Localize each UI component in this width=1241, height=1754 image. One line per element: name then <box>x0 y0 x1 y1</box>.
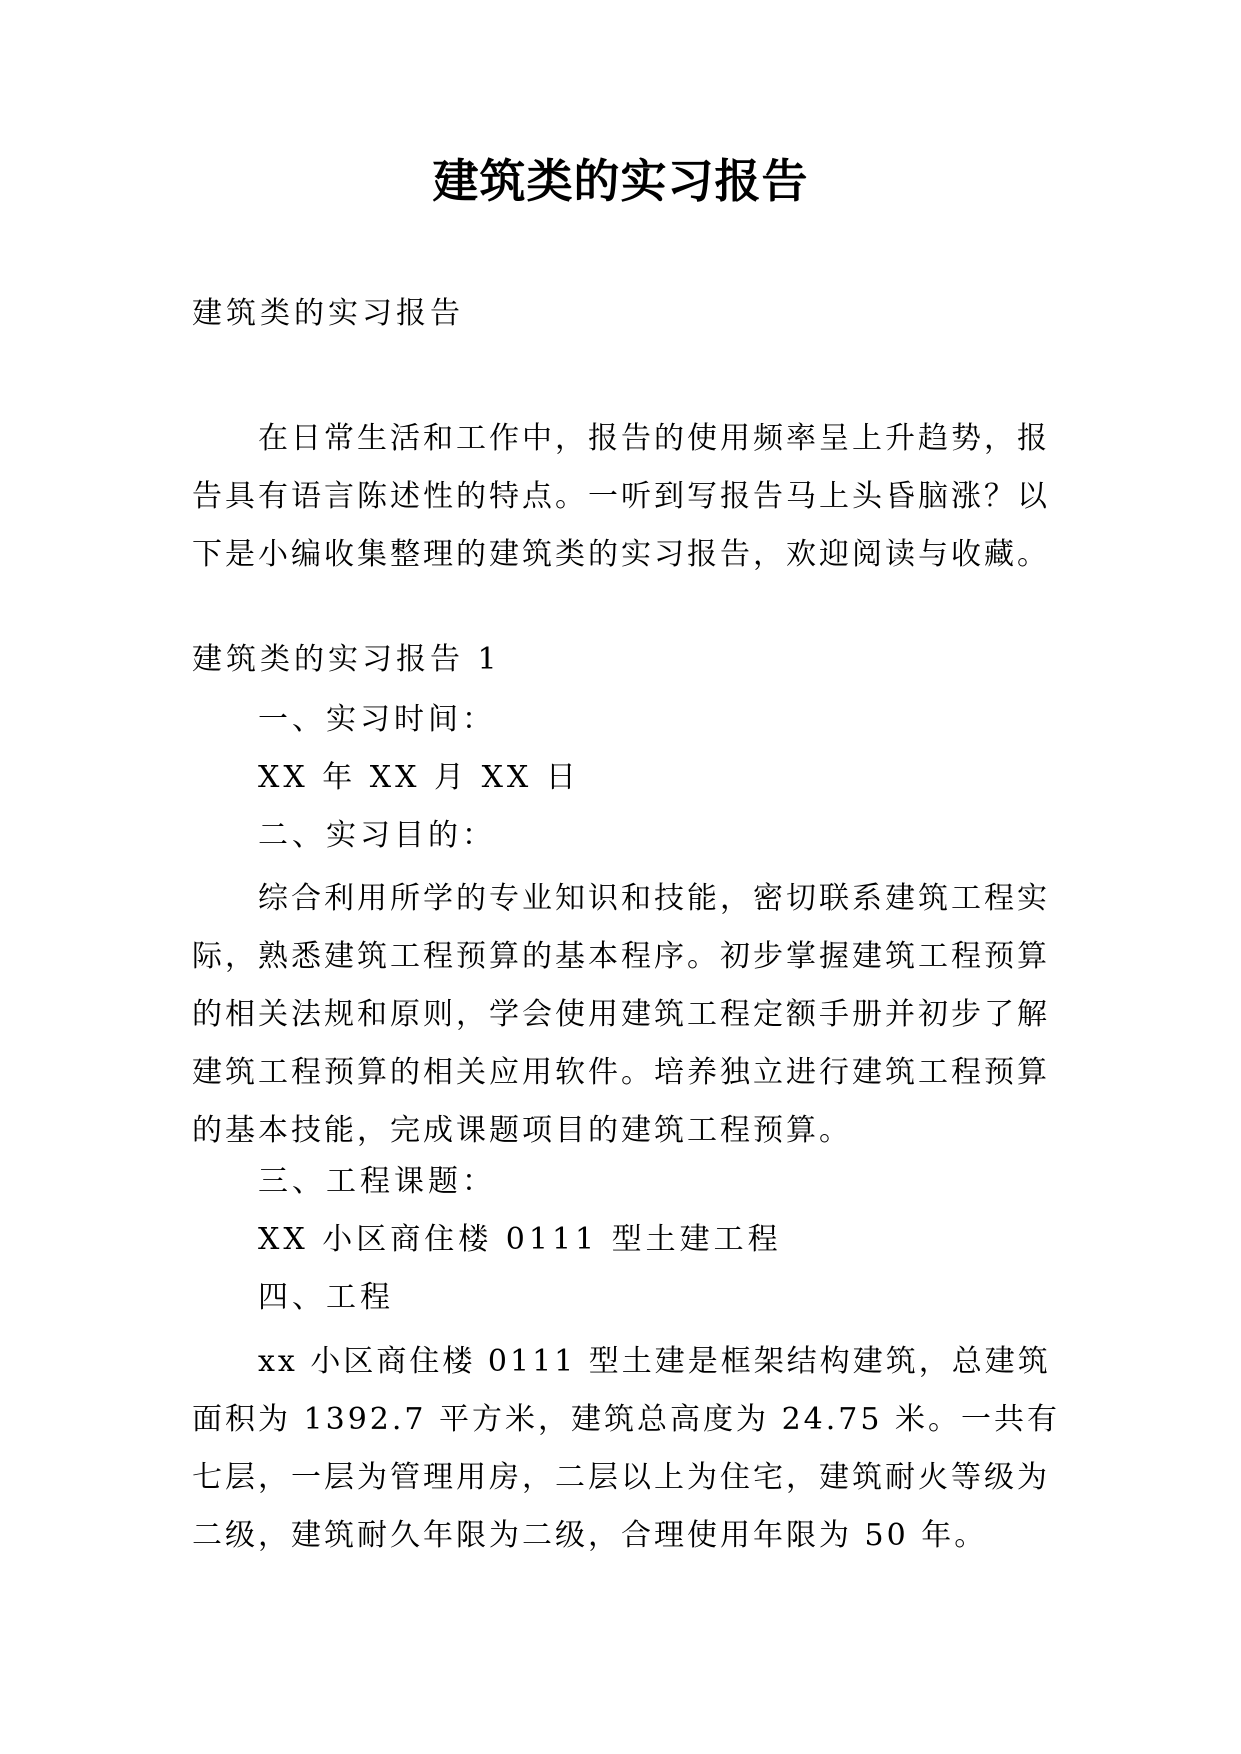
internship-purpose-heading: 二、实习目的： <box>258 818 496 853</box>
project-heading: 四、工程 <box>258 1280 394 1315</box>
report-1-title: 建筑类的实习报告 1 <box>192 642 501 677</box>
internship-purpose-paragraph: 综合利用所学的专业知识和技能，密切联系建筑工程实际，熟悉建筑工程预算的基本程序。初步掌握建筑工程预算的相关法规和原则，学会使用建筑工程定额手册并初步了解建筑工程预算的相关应用软件。培养独立进行建筑工程预算的基本技能，完成课题项目的建筑工程预算。 <box>192 881 1050 1148</box>
document-subtitle: 建筑类的实习报告 <box>192 296 464 331</box>
project-topic-value: XX 小区商住楼 0111 型土建工程 <box>258 1222 782 1257</box>
document-title: 建筑类的实习报告 <box>432 154 809 208</box>
project-topic-heading: 三、工程课题： <box>258 1164 496 1199</box>
internship-time-value: XX 年 XX 月 XX 日 <box>258 760 580 795</box>
intro-paragraph: 在日常生活和工作中，报告的使用频率呈上升趋势，报告具有语言陈述性的特点。一听到写报告马上头昏脑涨？以下是小编收集整理的建筑类的实习报告，欢迎阅读与收藏。 <box>192 421 1050 572</box>
project-description-paragraph: xx 小区商住楼 0111 型土建是框架结构建筑，总建筑面积为 1392.7 平方米，建筑总高度为 24.75 米。一共有七层，一层为管理用房，二层以上为住宅，建筑耐火等级为二级，建筑耐久年限为二级，合理使用年限为 50 年。 <box>192 1344 1060 1553</box>
internship-time-heading: 一、实习时间： <box>258 702 496 737</box>
